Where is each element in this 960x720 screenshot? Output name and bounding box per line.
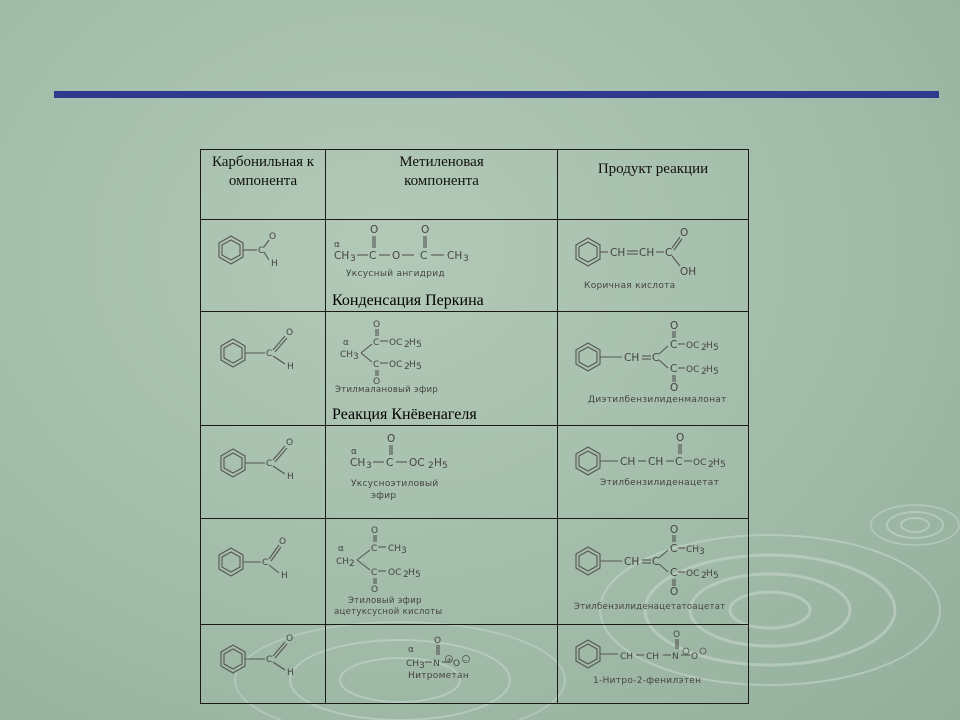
reaction-table <box>200 149 749 704</box>
svg-text:3: 3 <box>353 352 359 362</box>
svg-text:H: H <box>409 338 416 348</box>
svg-text:CH: CH <box>340 350 354 360</box>
svg-text:2: 2 <box>701 367 707 377</box>
methylene-cell <box>326 426 558 519</box>
reaction-name: Конденсация Перкина <box>332 292 484 309</box>
product-name: Коричная кислота <box>584 281 676 291</box>
product-cell <box>558 220 749 312</box>
svg-text:3: 3 <box>350 254 356 264</box>
svg-text:O: O <box>286 634 294 644</box>
table-row <box>201 220 749 312</box>
product-name: Этилбензилиденацетатоацетат <box>574 602 726 612</box>
svg-text:5: 5 <box>713 343 719 353</box>
svg-text:OC: OC <box>686 569 700 579</box>
methylene-cell <box>326 312 558 426</box>
header-methylene-label: Метиленовая компонента <box>399 154 484 189</box>
svg-text:H: H <box>271 259 278 269</box>
svg-text:O: O <box>673 630 681 640</box>
svg-text:O: O <box>434 636 442 646</box>
svg-text:C: C <box>386 457 394 469</box>
svg-text:2: 2 <box>701 571 707 581</box>
svg-text:O: O <box>453 659 461 669</box>
table-header-row <box>201 150 749 220</box>
svg-text:H: H <box>434 457 442 469</box>
svg-text:5: 5 <box>416 362 422 372</box>
svg-text:C: C <box>266 459 273 469</box>
methylene-name-line1: Уксусноэтиловый <box>351 479 439 489</box>
methylene-cell <box>326 519 558 625</box>
benzaldehyde-structure <box>201 312 324 420</box>
svg-text:C: C <box>371 544 378 554</box>
carbonyl-cell <box>201 426 326 519</box>
methylene-name: Этилмалановый эфир <box>335 385 439 395</box>
svg-text:5: 5 <box>720 460 726 470</box>
header-cell-methylene <box>326 150 558 220</box>
carbonyl-cell <box>201 220 326 312</box>
svg-text:α: α <box>338 544 344 554</box>
methylene-name: Нитрометан <box>408 671 470 681</box>
svg-text:5: 5 <box>416 340 422 350</box>
svg-text:H: H <box>713 458 720 468</box>
svg-text:O: O <box>676 432 685 444</box>
ethyl-acetate-structure <box>326 426 556 513</box>
svg-text:CH: CH <box>620 652 634 662</box>
svg-text:2: 2 <box>708 460 714 470</box>
svg-text:2: 2 <box>701 343 707 353</box>
nitromethane-structure <box>326 625 556 698</box>
svg-text:5: 5 <box>415 570 421 580</box>
svg-text:α: α <box>408 645 414 655</box>
svg-text:CH: CH <box>646 652 660 662</box>
svg-text:CH: CH <box>336 557 350 567</box>
svg-text:O: O <box>680 227 689 239</box>
svg-text:C: C <box>670 363 678 375</box>
svg-text:O: O <box>670 320 679 332</box>
svg-text:C: C <box>373 360 380 370</box>
svg-text:OC: OC <box>409 457 425 469</box>
acetic-anhydride-structure <box>326 220 556 282</box>
svg-text:C: C <box>371 568 378 578</box>
product-cell <box>558 312 749 426</box>
svg-text:C: C <box>420 250 428 262</box>
svg-text:5: 5 <box>713 571 719 581</box>
svg-text:OH: OH <box>680 266 697 278</box>
svg-text:C: C <box>670 567 678 579</box>
svg-text:O: O <box>371 585 379 595</box>
svg-text:H: H <box>287 472 294 482</box>
svg-text:CH: CH <box>350 457 366 469</box>
ethyl-benzylideneacetoacetate-structure <box>558 519 747 619</box>
table-row <box>201 625 749 704</box>
diethyl-benzylidenemalonate-structure <box>558 312 747 420</box>
svg-text:O: O <box>371 526 379 536</box>
svg-text:–: – <box>463 656 467 664</box>
svg-text:2: 2 <box>404 362 410 372</box>
svg-text:O: O <box>392 250 401 262</box>
svg-text:O: O <box>279 537 287 547</box>
svg-text:N: N <box>672 652 679 662</box>
svg-text:CH: CH <box>624 352 640 364</box>
svg-text:C: C <box>652 556 660 568</box>
product-cell <box>558 426 749 519</box>
svg-text:C: C <box>258 246 265 256</box>
svg-text:3: 3 <box>419 661 425 671</box>
svg-text:CH: CH <box>648 456 664 468</box>
svg-text:2: 2 <box>349 559 355 569</box>
svg-text:3: 3 <box>366 461 372 471</box>
benzaldehyde-structure <box>201 519 324 619</box>
svg-text:CH: CH <box>639 247 655 259</box>
ethylmalonic-ester-structure <box>326 312 556 397</box>
svg-text:H: H <box>706 341 713 351</box>
svg-text:5: 5 <box>442 461 448 471</box>
svg-text:H: H <box>409 360 416 370</box>
svg-text:H: H <box>408 568 415 578</box>
svg-text:OC: OC <box>686 365 700 375</box>
product-name: Этилбензилиденацетат <box>600 478 720 488</box>
svg-text:α: α <box>334 240 340 250</box>
svg-text:C: C <box>675 456 683 468</box>
svg-text:H: H <box>287 362 294 372</box>
svg-text:O: O <box>691 652 699 662</box>
svg-text:H: H <box>706 365 713 375</box>
svg-text:3: 3 <box>401 546 407 556</box>
title-rule-bar <box>54 91 939 98</box>
product-cell <box>558 625 749 704</box>
benzaldehyde-structure <box>201 426 324 513</box>
svg-text:N: N <box>433 659 440 669</box>
svg-text:CH: CH <box>624 556 640 568</box>
header-carbonyl-label: Карбонильная компонента <box>211 154 315 189</box>
table-row <box>201 519 749 625</box>
svg-text:α: α <box>351 447 357 457</box>
product-name: Диэтилбензилиденмалонат <box>588 395 727 405</box>
header-product-label: Продукт реакции <box>597 161 709 177</box>
carbonyl-cell <box>201 625 326 704</box>
table-row <box>201 312 749 426</box>
svg-text:C: C <box>665 247 673 259</box>
svg-text:5: 5 <box>713 367 719 377</box>
svg-text:CH: CH <box>388 544 402 554</box>
header-cell-product <box>558 150 749 220</box>
svg-text:3: 3 <box>463 254 469 264</box>
svg-text:OC: OC <box>389 338 403 348</box>
svg-text:O: O <box>670 586 679 598</box>
svg-text:C: C <box>373 338 380 348</box>
svg-text:CH: CH <box>406 659 420 669</box>
svg-text:O: O <box>269 232 277 242</box>
svg-text:O: O <box>370 224 379 236</box>
svg-text:O: O <box>670 524 679 536</box>
carbonyl-cell <box>201 519 326 625</box>
svg-text:2: 2 <box>428 461 434 471</box>
svg-text:CH: CH <box>620 456 636 468</box>
svg-text:CH: CH <box>610 247 626 259</box>
benzaldehyde-structure <box>201 220 324 306</box>
methylene-name-line1: Этиловый эфир <box>348 596 422 606</box>
methylene-name-line2: эфир <box>371 491 397 501</box>
methylene-cell <box>326 220 558 312</box>
svg-text:2: 2 <box>404 340 410 350</box>
svg-text:CH: CH <box>334 250 350 262</box>
svg-text:OC: OC <box>693 458 707 468</box>
svg-text:O: O <box>373 377 381 387</box>
svg-text:H: H <box>287 668 294 678</box>
acetoacetic-ester-structure <box>326 519 556 619</box>
reaction-name: Реакция Кнёвенагеля <box>332 406 477 423</box>
svg-text:C: C <box>652 352 660 364</box>
svg-text:O: O <box>421 224 430 236</box>
product-cell <box>558 519 749 625</box>
svg-text:OC: OC <box>389 360 403 370</box>
methylene-name: Уксусный ангидрид <box>346 269 445 279</box>
svg-text:C: C <box>266 655 273 665</box>
table-row <box>201 426 749 519</box>
svg-text:C: C <box>266 349 273 359</box>
svg-text:C: C <box>262 558 269 568</box>
carbonyl-cell <box>201 312 326 426</box>
svg-text:C: C <box>369 250 377 262</box>
svg-text:CH: CH <box>686 545 700 555</box>
svg-text:CH: CH <box>447 250 463 262</box>
nitrophenylethene-structure <box>558 625 747 698</box>
methylene-cell <box>326 625 558 704</box>
svg-text:3: 3 <box>699 547 705 557</box>
svg-text:H: H <box>706 569 713 579</box>
svg-text:OC: OC <box>388 568 402 578</box>
svg-text:O: O <box>387 433 396 445</box>
benzaldehyde-structure <box>201 625 324 698</box>
svg-text:2: 2 <box>403 570 409 580</box>
svg-text:+: + <box>446 656 453 664</box>
methylene-name-line2: ацетуксусной кислоты <box>334 607 443 617</box>
svg-text:α: α <box>343 338 349 348</box>
svg-text:C: C <box>670 339 678 351</box>
svg-text:C: C <box>670 543 678 555</box>
svg-text:O: O <box>670 382 679 394</box>
svg-text:O: O <box>373 320 381 330</box>
header-cell-carbonyl <box>201 150 326 220</box>
ethyl-benzylideneacetate-structure <box>558 426 747 513</box>
svg-text:O: O <box>286 328 294 338</box>
svg-text:OC: OC <box>686 341 700 351</box>
product-name: 1-Нитро-2-фенилэтен <box>593 676 702 686</box>
svg-text:O: O <box>286 438 294 448</box>
cinnamic-acid-structure <box>558 220 747 306</box>
svg-text:H: H <box>281 571 288 581</box>
